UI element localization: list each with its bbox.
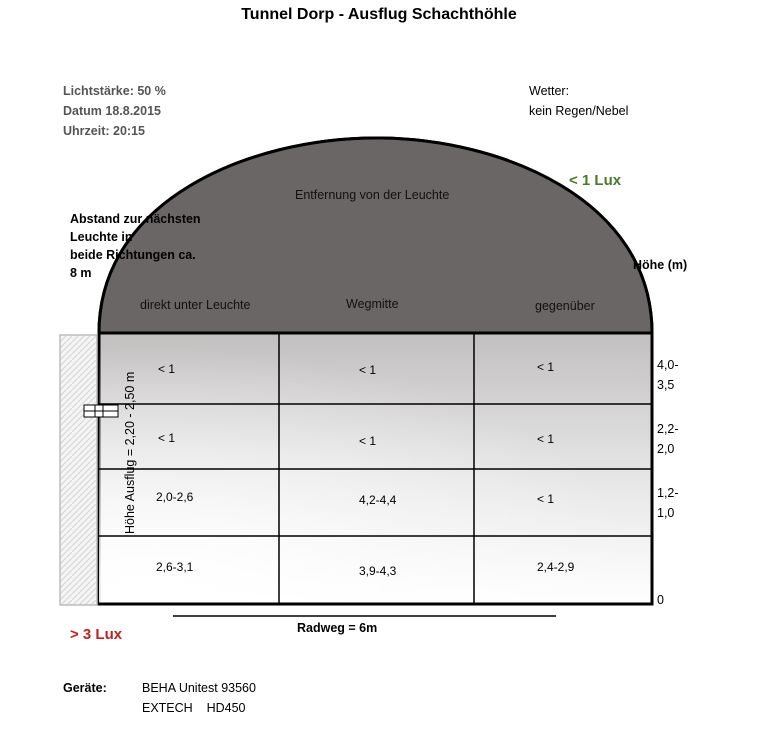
height-label-row1-b: 3,5	[657, 378, 675, 392]
weather-value: kein Regen/Nebel	[529, 104, 629, 118]
column-header-gegenueber: gegenüber	[535, 299, 595, 313]
height-label-row2-b: 2,0	[657, 442, 675, 456]
height-label-row3-a: 1,2-	[657, 486, 679, 500]
legend-low-lux: < 1 Lux	[569, 172, 622, 189]
cell-r1-c2: < 1	[359, 363, 377, 377]
height-axis-label: Höhe (m)	[633, 258, 688, 272]
cell-r1-c3: < 1	[537, 360, 555, 374]
side-wall	[60, 335, 97, 605]
cell-r4-c2: 3,9-4,3	[359, 564, 397, 578]
lichtstaerke-text: Lichtstärke: 50 %	[63, 84, 166, 98]
side-label: Höhe Ausflug = 2,20 - 2,50 m	[123, 371, 137, 534]
cell-r2-c3: < 1	[537, 432, 555, 446]
uhrzeit-text: Uhrzeit: 20:15	[63, 124, 145, 138]
weather-label: Wetter:	[529, 84, 570, 98]
cell-r4-c1: 2,6-3,1	[156, 560, 194, 574]
cell-r3-c1: 2,0-2,6	[156, 490, 194, 504]
device-item-1: BEHA Unitest 93560	[142, 681, 256, 695]
column-header-wegmitte: Wegmitte	[346, 297, 399, 311]
cell-r4-c3: 2,4-2,9	[537, 560, 575, 574]
cell-r3-c3: < 1	[537, 492, 555, 506]
height-label-row1-a: 4,0-	[657, 358, 679, 372]
distance-note-line-1: Abstand zur nächsten	[70, 212, 201, 226]
cell-r2-c1: < 1	[158, 431, 176, 445]
cell-r3-c2: 4,2-4,4	[359, 493, 397, 507]
radweg-label: Radweg = 6m	[297, 621, 378, 635]
device-item-2: EXTECH HD450	[142, 701, 246, 715]
legend-high-lux: > 3 Lux	[70, 626, 123, 643]
cell-r2-c2: < 1	[359, 434, 377, 448]
height-label-row2-a: 2,2-	[657, 422, 679, 436]
devices-label: Geräte:	[63, 681, 107, 695]
cell-r1-c1: < 1	[158, 362, 176, 376]
entfernung-label: Entfernung von der Leuchte	[295, 188, 450, 202]
distance-note-line-4: 8 m	[70, 266, 92, 280]
distance-note-line-3: beide Richtungen ca.	[70, 248, 196, 262]
height-label-zero: 0	[657, 593, 664, 607]
column-header-direkt: direkt unter Leuchte	[140, 298, 251, 312]
datum-text: Datum 18.8.2015	[63, 104, 161, 118]
page-title: Tunnel Dorp - Ausflug Schachthöhle	[241, 6, 517, 23]
height-label-row3-b: 1,0	[657, 506, 675, 520]
distance-note-line-2: Leuchte in	[70, 230, 133, 244]
